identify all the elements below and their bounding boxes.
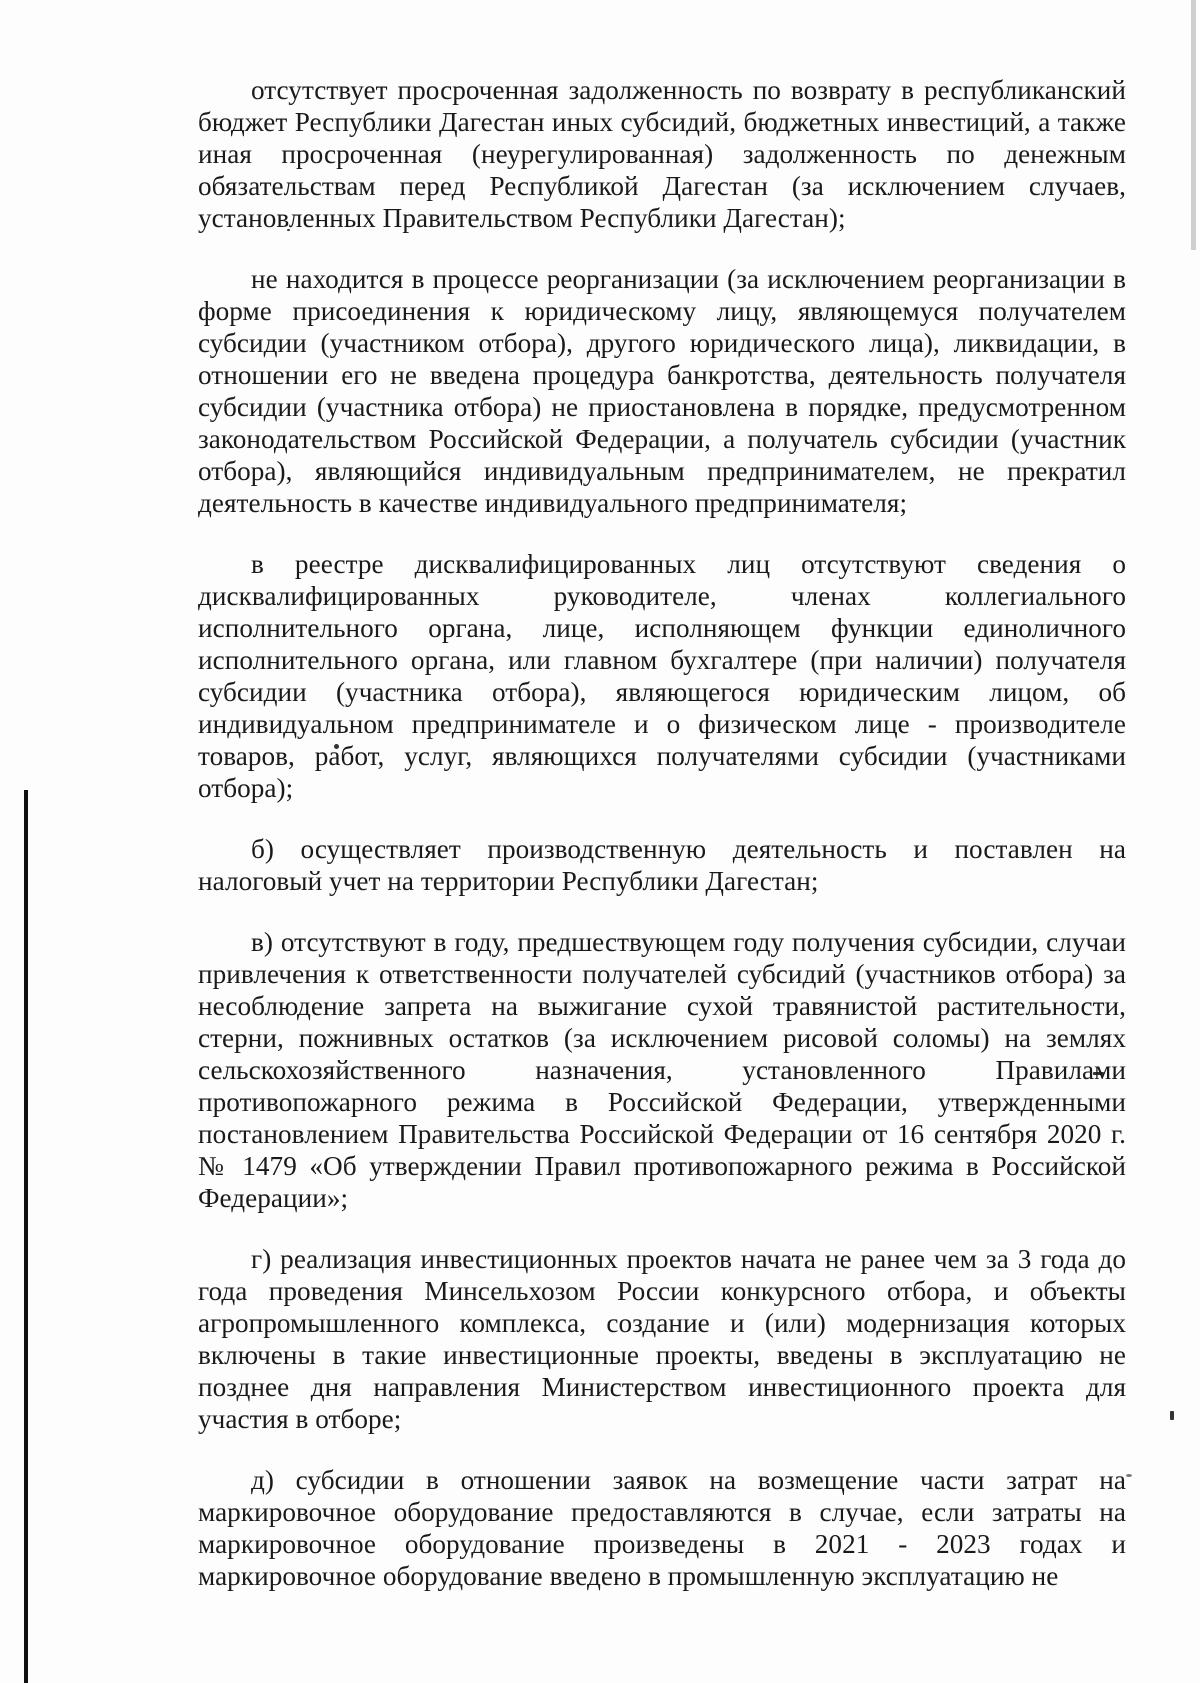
paragraph: д) субсидии в отношении заявок на возмещение части затрат на маркировочное оборудование предоставляются в случае, если затраты на маркировочное оборудование произведены в 2021 - 2023 годах и маркировочное оборудование введено в промышленную эксплуатацию не <box>198 1465 1126 1591</box>
paragraph: в реестре дисквалифицированных лиц отсутствуют сведения о дисквалифицированных руководителе, членах коллегиального исполнительного органа, лице, исполняющем функции единоличного исполнительного органа, или главном бухгалтере (при наличии) получателя субсидии (участника отбора), являющегося юридическим лицом, об индивидуальном предпринимателе и о физическом лице - производителе товаров, работ, услуг, являющихся получателями субсидии (участниками отбора); <box>198 549 1126 803</box>
document-body <box>198 74 1126 1621</box>
paragraph: б) осуществляет производственную деятельность и поставлен на налоговый учет на территории Республики Дагестан; <box>198 834 1126 896</box>
scan-speck <box>1126 1474 1132 1477</box>
scan-edge-line <box>24 790 28 1683</box>
scan-speck <box>1170 1411 1174 1420</box>
paragraph: г) реализация инвестиционных проектов начата не ранее чем за 3 года до года проведения Минсельхозом России конкурсного отбора, и объекты агропромышленного комплекса, создание и (или) модернизация которых включены в такие инвестиционные проекты, введены в эксплуатацию не позднее дня направления Министерством инвестиционного проекта для участия в отборе; <box>198 1244 1126 1434</box>
scan-edge-shadow <box>1191 0 1196 250</box>
paragraph: не находится в процессе реорганизации (за исключением реорганизации в форме присоединения к юридическому лицу, являющемуся получателем субсидии (участником отбора), другого юридического лица), ликвидации, в отношении его не введена процедура банкротства, деятельность получателя субсидии (участника отбора) не приостановлена в порядке, предусмотренном законодательством Российской Федерации, а получатель субсидии (участник отбора), являющийся индивидуальным предпринимателем, не прекратил деятельность в качестве индивидуального предпринимателя; <box>198 264 1126 518</box>
paragraph: отсутствует просроченная задолженность по возврату в республиканский бюджет Республики Дагестан иных субсидий, бюджетных инвестиций, а также иная просроченная (неурегулированная) задолженность по денежным обязательствам перед Республикой Дагестан (за исключением случаев, установленных Правительством Республики Дагестан); <box>198 75 1126 233</box>
paragraph: в) отсутствуют в году, предшествующем году получения субсидии, случаи привлечения к ответственности получателей субсидий (участников отбора) за несоблюдение запрета на выжигание сухой травянистой растительности, стерни, пожнивных остатков (за исключением рисовой соломы) на землях сельскохозяйственного назначения, установленного Правилами противопожарного режима в Российской Федерации, утвержденными постановлением Правительства Российской Федерации от 16 сентября 2020 г. № 1479 «Об утверждении Правил противопожарного режима в Российской Федерации»; <box>198 927 1126 1213</box>
